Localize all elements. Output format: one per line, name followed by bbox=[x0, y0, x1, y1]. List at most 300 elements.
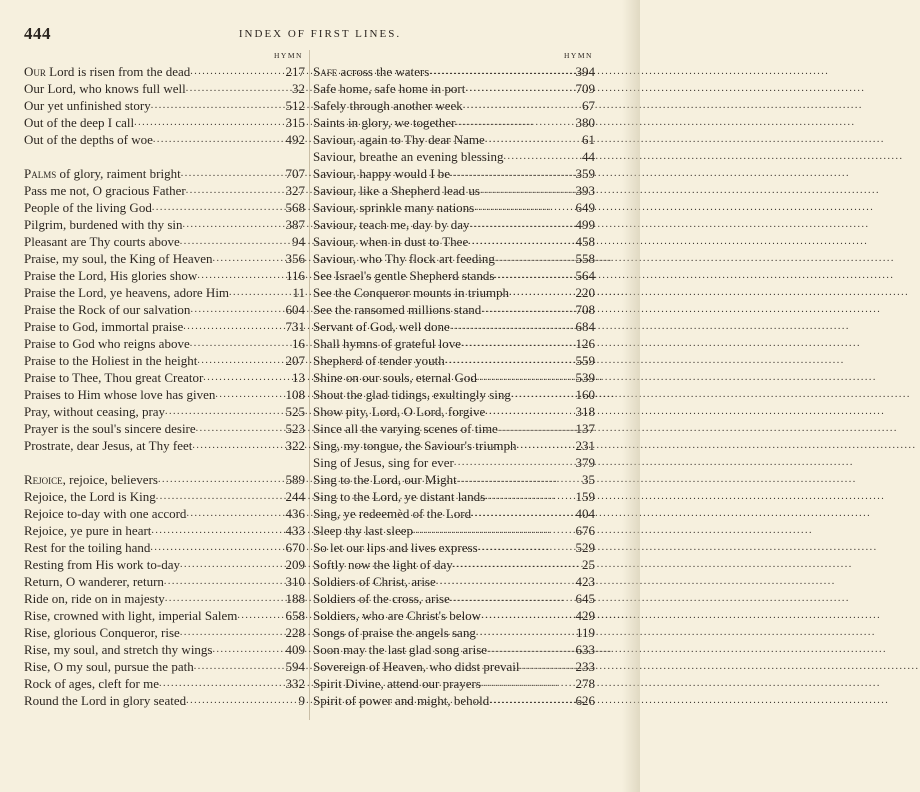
dot-leader bbox=[134, 114, 283, 131]
index-column-right bbox=[313, 63, 595, 709]
hymn-number: 529 bbox=[575, 540, 595, 555]
hymn-number: 633 bbox=[575, 642, 595, 657]
dot-leader bbox=[489, 692, 573, 709]
index-entry bbox=[313, 199, 595, 216]
first-line-text: Pray, without ceasing, pray bbox=[24, 404, 166, 419]
first-line-text: Sing, ye redeemèd of the Lord bbox=[313, 506, 472, 521]
index-entry bbox=[24, 352, 305, 369]
first-line-text: Praise, my soul, the King of Heaven bbox=[24, 251, 213, 266]
index-entry bbox=[313, 624, 595, 641]
first-line-text: Soon may the last glad song arise bbox=[313, 642, 488, 657]
hymn-number: 160 bbox=[575, 387, 595, 402]
dot-leader bbox=[436, 573, 574, 590]
first-line-text: Rise, O my soul, pursue the path bbox=[24, 659, 194, 674]
dot-leader bbox=[520, 658, 574, 675]
index-entry bbox=[313, 522, 595, 539]
hymn-number: 594 bbox=[285, 659, 305, 674]
hymn-number: 327 bbox=[285, 183, 305, 198]
first-line-text: Saviour, when in dust to Thee bbox=[313, 234, 469, 249]
index-entry bbox=[313, 641, 595, 658]
dot-leader bbox=[186, 692, 296, 709]
dot-leader bbox=[194, 658, 284, 675]
first-line-text: Praise to God who reigns above bbox=[24, 336, 190, 351]
index-entry bbox=[313, 692, 595, 709]
first-line-text: See the ransomed millions stand bbox=[313, 302, 482, 317]
first-line-text: Saviour, who Thy flock art feeding bbox=[313, 251, 495, 266]
index-entry bbox=[24, 386, 305, 403]
first-line-text: Saints in glory, we together bbox=[313, 115, 456, 130]
dot-leader bbox=[180, 233, 290, 250]
group-gap bbox=[24, 148, 305, 165]
dot-leader bbox=[153, 131, 284, 148]
hymn-number: 684 bbox=[575, 319, 595, 334]
first-line-text: Soldiers, who are Christ's below bbox=[313, 608, 482, 623]
first-line-text: Our yet unfinished story bbox=[24, 98, 151, 113]
hymn-number: 558 bbox=[575, 251, 595, 266]
index-entry bbox=[24, 522, 305, 539]
index-entry bbox=[313, 454, 595, 471]
dot-leader bbox=[477, 369, 574, 386]
dot-leader bbox=[190, 335, 290, 352]
first-line-text: Praise to the Holiest in the height bbox=[24, 353, 198, 368]
first-line-text: Spirit Divine, attend our prayers bbox=[313, 676, 481, 691]
hymn-number: 94 bbox=[292, 234, 305, 249]
hymn-number: 119 bbox=[575, 625, 595, 640]
index-entry bbox=[313, 216, 595, 233]
dot-leader bbox=[474, 199, 573, 216]
hymn-number: 539 bbox=[575, 370, 595, 385]
hymn-number: 589 bbox=[285, 472, 305, 487]
hymn-number: 332 bbox=[285, 676, 305, 691]
index-entry bbox=[24, 233, 305, 250]
dot-leader bbox=[461, 335, 573, 352]
first-line-text: Saviour, breathe an evening blessing bbox=[313, 149, 504, 164]
dot-leader bbox=[159, 675, 283, 692]
hymn-number: 244 bbox=[285, 489, 305, 504]
dot-leader bbox=[456, 114, 574, 131]
index-entry bbox=[313, 437, 595, 454]
index-entry bbox=[313, 165, 595, 182]
hymn-number: 220 bbox=[575, 285, 595, 300]
hymn-number: 649 bbox=[575, 200, 595, 215]
index-entry bbox=[313, 148, 595, 165]
index-entry bbox=[24, 114, 305, 131]
dot-leader bbox=[181, 165, 284, 182]
index-entry bbox=[313, 63, 595, 80]
hymn-number: 393 bbox=[575, 183, 595, 198]
index-entry bbox=[313, 590, 595, 607]
first-line-text: Saviour, sprinkle many nations bbox=[313, 200, 475, 215]
hymn-number: 32 bbox=[292, 81, 305, 96]
hymn-number: 217 bbox=[285, 64, 305, 79]
dot-leader bbox=[165, 403, 283, 420]
index-entry bbox=[313, 80, 595, 97]
hymn-number: 315 bbox=[285, 115, 305, 130]
hymn-number: 731 bbox=[285, 319, 305, 334]
first-line-text: Return, O wanderer, return bbox=[24, 574, 164, 589]
first-line-text: Praise the Lord, His glories show bbox=[24, 268, 198, 283]
first-line-text: Sing of Jesus, sing for ever bbox=[313, 455, 454, 470]
dot-leader bbox=[485, 403, 573, 420]
hymn-number: 159 bbox=[575, 489, 595, 504]
hymn-number: 707 bbox=[285, 166, 305, 181]
index-entry bbox=[24, 471, 305, 488]
hymn-number: 67 bbox=[582, 98, 595, 113]
hymn-number: 108 bbox=[285, 387, 305, 402]
index-entry bbox=[24, 80, 305, 97]
dot-leader bbox=[151, 522, 283, 539]
running-head: INDEX OF FIRST LINES. bbox=[238, 28, 402, 40]
dot-leader bbox=[413, 522, 573, 539]
hymn-number: 318 bbox=[575, 404, 595, 419]
first-line-text: Our Lord is risen from the dead bbox=[24, 64, 191, 79]
dot-leader bbox=[457, 471, 580, 488]
hymn-number: 126 bbox=[575, 336, 595, 351]
dot-leader bbox=[183, 318, 283, 335]
dot-leader bbox=[213, 641, 284, 658]
first-line-text: Sovereign of Heaven, who didst prevail bbox=[313, 659, 520, 674]
first-line-text: Spirit of power and might, behold bbox=[313, 693, 490, 708]
index-entry bbox=[313, 318, 595, 335]
index-entry bbox=[313, 233, 595, 250]
first-line-text: Pass me not, O gracious Father bbox=[24, 183, 186, 198]
index-entry bbox=[313, 539, 595, 556]
hymn-number: 61 bbox=[582, 132, 595, 147]
index-entry bbox=[24, 556, 305, 573]
dot-leader bbox=[481, 675, 574, 692]
first-line-text: Out of the deep I call bbox=[24, 115, 135, 130]
first-line-text: Servant of God, well done bbox=[313, 319, 450, 334]
hymn-number: 409 bbox=[285, 642, 305, 657]
hymn-number: 310 bbox=[285, 574, 305, 589]
dot-leader bbox=[450, 318, 574, 335]
hymn-number: 604 bbox=[285, 302, 305, 317]
first-line-text: Ride on, ride on in majesty bbox=[24, 591, 165, 606]
hymn-number: 209 bbox=[285, 557, 305, 572]
dot-leader bbox=[196, 420, 284, 437]
dot-leader bbox=[470, 216, 574, 233]
dot-leader bbox=[215, 386, 283, 403]
hymn-number: 626 bbox=[575, 693, 595, 708]
first-line-text: Rejoice, rejoice, believers bbox=[24, 472, 158, 487]
index-entry bbox=[24, 641, 305, 658]
first-line-text: See Israel's gentle Shepherd stands bbox=[313, 268, 495, 283]
first-line-text: Praise to Thee, Thou great Creator bbox=[24, 370, 204, 385]
index-entry bbox=[313, 658, 595, 675]
dot-leader bbox=[237, 607, 283, 624]
index-entry bbox=[313, 675, 595, 692]
dot-leader bbox=[478, 539, 574, 556]
hymn-number: 525 bbox=[285, 404, 305, 419]
hymn-number: 387 bbox=[285, 217, 305, 232]
first-line-text: Soldiers of Christ, arise bbox=[313, 574, 436, 589]
dot-leader bbox=[197, 352, 283, 369]
hymn-number: 233 bbox=[575, 659, 595, 674]
first-line-text: Palms of glory, raiment bright bbox=[24, 166, 181, 181]
index-entry bbox=[24, 488, 305, 505]
index-entry bbox=[313, 556, 595, 573]
dot-leader bbox=[454, 454, 574, 471]
index-entry bbox=[24, 505, 305, 522]
first-line-text: So let our lips and lives express bbox=[313, 540, 478, 555]
first-line-text: Saviour, happy would I be bbox=[313, 166, 451, 181]
dot-leader bbox=[516, 437, 573, 454]
index-entry bbox=[24, 437, 305, 454]
first-line-text: Pilgrim, burdened with thy sin bbox=[24, 217, 183, 232]
hymn-number: 11 bbox=[292, 285, 305, 300]
index-entry bbox=[24, 590, 305, 607]
hymn-number: 429 bbox=[575, 608, 595, 623]
column-heading-right: HYMN bbox=[564, 51, 593, 60]
hymn-number: 645 bbox=[575, 591, 595, 606]
dot-leader bbox=[190, 63, 283, 80]
index-entry bbox=[24, 301, 305, 318]
index-entry bbox=[24, 335, 305, 352]
hymn-number: 380 bbox=[575, 115, 595, 130]
hymn-number: 228 bbox=[285, 625, 305, 640]
first-line-text: Sing to the Lord, our Might bbox=[313, 472, 457, 487]
first-line-text: Saviour, again to Thy dear Name bbox=[313, 132, 485, 147]
hymn-number: 379 bbox=[575, 455, 595, 470]
dot-leader bbox=[429, 63, 573, 80]
first-line-text: Resting from His work to-day bbox=[24, 557, 180, 572]
hymn-number: 207 bbox=[285, 353, 305, 368]
index-entry bbox=[24, 199, 305, 216]
dot-leader bbox=[450, 590, 574, 607]
index-entry bbox=[24, 284, 305, 301]
hymn-number: 499 bbox=[575, 217, 595, 232]
index-entry bbox=[24, 267, 305, 284]
first-line-text: Our Lord, who knows full well bbox=[24, 81, 186, 96]
hymn-number: 35 bbox=[582, 472, 595, 487]
index-entry bbox=[313, 301, 595, 318]
index-entry bbox=[313, 403, 595, 420]
dot-leader bbox=[180, 624, 284, 641]
index-entry bbox=[24, 403, 305, 420]
dot-leader bbox=[485, 488, 573, 505]
hymn-number: 404 bbox=[575, 506, 595, 521]
dot-leader bbox=[203, 369, 290, 386]
index-entry bbox=[313, 471, 595, 488]
first-line-text: Round the Lord in glory seated bbox=[24, 693, 187, 708]
dot-leader bbox=[152, 199, 284, 216]
index-entry bbox=[24, 539, 305, 556]
dot-leader bbox=[229, 284, 290, 301]
index-entry bbox=[24, 624, 305, 641]
dot-leader bbox=[190, 301, 283, 318]
hymn-number: 708 bbox=[575, 302, 595, 317]
first-line-text: See the Conqueror mounts in triumph bbox=[313, 285, 510, 300]
index-entry bbox=[313, 352, 595, 369]
index-entry bbox=[24, 165, 305, 182]
dot-leader bbox=[481, 301, 573, 318]
index-entry bbox=[24, 658, 305, 675]
index-entry bbox=[313, 607, 595, 624]
dot-leader bbox=[471, 505, 573, 522]
dot-leader bbox=[495, 250, 574, 267]
first-line-text: Praise to God, immortal praise bbox=[24, 319, 184, 334]
first-line-text: Shepherd of tender youth bbox=[313, 353, 445, 368]
page-number: 444 bbox=[24, 24, 51, 43]
first-line-text: Songs of praise the angels sang bbox=[313, 625, 476, 640]
hymn-number: 568 bbox=[285, 200, 305, 215]
dot-leader bbox=[158, 471, 284, 488]
index-entry bbox=[313, 573, 595, 590]
hymn-number: 709 bbox=[575, 81, 595, 96]
index-entry bbox=[313, 97, 595, 114]
index-entry bbox=[24, 607, 305, 624]
page-edge-shadow bbox=[622, 0, 640, 792]
first-line-text: Out of the depths of woe bbox=[24, 132, 153, 147]
dot-leader bbox=[183, 216, 284, 233]
index-column-left bbox=[24, 63, 305, 709]
hymn-number: 188 bbox=[285, 591, 305, 606]
dot-leader bbox=[511, 386, 574, 403]
dot-leader bbox=[151, 97, 284, 114]
dot-leader bbox=[498, 420, 574, 437]
dot-leader bbox=[445, 352, 574, 369]
first-line-text: Praises to Him whose love has given bbox=[24, 387, 216, 402]
first-line-text: Sleep thy last sleep bbox=[313, 523, 414, 538]
dot-leader bbox=[468, 233, 573, 250]
index-entry bbox=[313, 488, 595, 505]
index-entry bbox=[24, 182, 305, 199]
hymn-number: 137 bbox=[575, 421, 595, 436]
first-line-text: Rejoice to-day with one accord bbox=[24, 506, 187, 521]
first-line-text: Prayer is the soul's sincere desire bbox=[24, 421, 196, 436]
index-entry bbox=[24, 675, 305, 692]
index-entry bbox=[313, 369, 595, 386]
index-entry bbox=[24, 318, 305, 335]
first-line-text: Soldiers of the cross, arise bbox=[313, 591, 450, 606]
dot-leader bbox=[494, 267, 573, 284]
hymn-number: 9 bbox=[298, 693, 305, 708]
index-entry bbox=[24, 97, 305, 114]
first-line-text: Since all the varying scenes of time bbox=[313, 421, 498, 436]
first-line-text: Shall hymns of grateful love bbox=[313, 336, 462, 351]
hymn-number: 423 bbox=[575, 574, 595, 589]
hymn-number: 116 bbox=[285, 268, 305, 283]
index-entry bbox=[313, 284, 595, 301]
hymn-number: 433 bbox=[285, 523, 305, 538]
first-line-text: Pleasant are Thy courts above bbox=[24, 234, 180, 249]
hymn-number: 436 bbox=[285, 506, 305, 521]
first-line-text: Saviour, like a Shepherd lead us bbox=[313, 183, 480, 198]
first-line-text: People of the living God bbox=[24, 200, 152, 215]
dot-leader bbox=[503, 148, 580, 165]
hymn-number: 16 bbox=[292, 336, 305, 351]
index-entry bbox=[24, 420, 305, 437]
first-line-text: Saviour, teach me, day by day bbox=[313, 217, 470, 232]
dot-leader bbox=[186, 80, 290, 97]
first-line-text: Safe home, safe home in port bbox=[313, 81, 466, 96]
first-line-text: Prostrate, dear Jesus, at Thy feet bbox=[24, 438, 193, 453]
index-entry bbox=[313, 250, 595, 267]
hymn-number: 523 bbox=[285, 421, 305, 436]
first-line-text: Shine on our souls, eternal God bbox=[313, 370, 477, 385]
first-line-text: Sing to the Lord, ye distant lands bbox=[313, 489, 486, 504]
dot-leader bbox=[165, 590, 284, 607]
index-entry bbox=[24, 369, 305, 386]
index-entry bbox=[313, 131, 595, 148]
index-entry bbox=[313, 182, 595, 199]
group-gap bbox=[24, 454, 305, 471]
hymn-number: 25 bbox=[582, 557, 595, 572]
dot-leader bbox=[463, 97, 580, 114]
dot-leader bbox=[465, 80, 573, 97]
dot-leader bbox=[164, 573, 284, 590]
dot-leader bbox=[156, 488, 284, 505]
dot-leader bbox=[450, 165, 573, 182]
dot-leader bbox=[485, 131, 580, 148]
hymn-number: 458 bbox=[575, 234, 595, 249]
first-line-text: Praise the Lord, ye heavens, adore Him bbox=[24, 285, 230, 300]
dot-leader bbox=[186, 505, 283, 522]
dot-leader bbox=[476, 624, 574, 641]
hymn-number: 322 bbox=[285, 438, 305, 453]
index-entry bbox=[313, 335, 595, 352]
hymn-number: 492 bbox=[285, 132, 305, 147]
dot-leader bbox=[192, 437, 283, 454]
index-entry bbox=[24, 250, 305, 267]
index-entry bbox=[24, 63, 305, 80]
first-line-text: Rise, glorious Conqueror, rise bbox=[24, 625, 180, 640]
dot-leader bbox=[480, 182, 574, 199]
first-line-text: Rejoice, ye pure in heart bbox=[24, 523, 152, 538]
first-line-text: Rise, crowned with light, imperial Salem bbox=[24, 608, 238, 623]
first-line-text: Safely through another week bbox=[313, 98, 463, 113]
hymn-number: 512 bbox=[285, 98, 305, 113]
hymn-number: 676 bbox=[575, 523, 595, 538]
hymn-number: 658 bbox=[285, 608, 305, 623]
dot-leader bbox=[453, 556, 580, 573]
hymn-number: 356 bbox=[285, 251, 305, 266]
index-entry bbox=[313, 505, 595, 522]
index-entry bbox=[24, 692, 305, 709]
first-line-text: Praise the Rock of our salvation bbox=[24, 302, 191, 317]
dot-leader bbox=[150, 539, 283, 556]
hymn-number: 359 bbox=[575, 166, 595, 181]
first-line-text: Rest for the toiling hand bbox=[24, 540, 151, 555]
hymn-number: 44 bbox=[582, 149, 595, 164]
first-line-text: Rise, my soul, and stretch thy wings bbox=[24, 642, 213, 657]
index-entry bbox=[313, 267, 595, 284]
first-line-text: Show pity, Lord, O Lord, forgive bbox=[313, 404, 486, 419]
hymn-number: 559 bbox=[575, 353, 595, 368]
index-entry bbox=[24, 573, 305, 590]
dot-leader bbox=[509, 284, 573, 301]
index-entry bbox=[313, 386, 595, 403]
first-line-text: Sing, my tongue, the Saviour's triumph bbox=[313, 438, 517, 453]
dot-leader bbox=[212, 250, 283, 267]
index-entry bbox=[24, 216, 305, 233]
hymn-number: 231 bbox=[575, 438, 595, 453]
index-entry bbox=[24, 131, 305, 148]
dot-leader bbox=[180, 556, 284, 573]
hymn-number: 394 bbox=[575, 64, 595, 79]
index-entry bbox=[313, 114, 595, 131]
hymn-number: 564 bbox=[575, 268, 595, 283]
first-line-text: Rock of ages, cleft for me bbox=[24, 676, 160, 691]
first-line-text: Softly now the light of day bbox=[313, 557, 453, 572]
dot-leader bbox=[487, 641, 573, 658]
dot-leader bbox=[186, 182, 284, 199]
first-line-text: Rejoice, the Lord is King bbox=[24, 489, 156, 504]
column-heading-left: HYMN bbox=[274, 51, 303, 60]
index-entry bbox=[313, 420, 595, 437]
hymn-number: 13 bbox=[292, 370, 305, 385]
hymn-number: 670 bbox=[285, 540, 305, 555]
